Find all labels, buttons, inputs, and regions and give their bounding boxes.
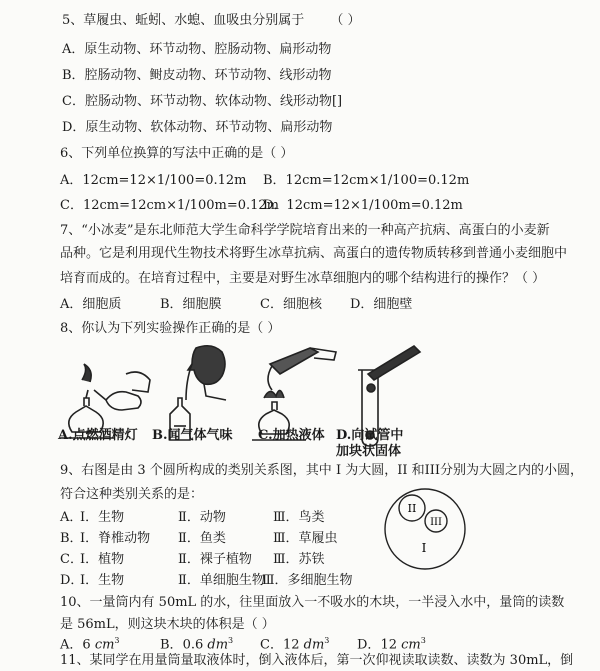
q9-row-a [60,506,380,524]
q10-option-a-unit: cm [94,637,115,653]
q9-row-a-letter: A． [60,510,83,525]
q10-option-a-prefix: A． [60,637,83,653]
q10-option-b [160,632,233,654]
q10-option-c [260,632,329,654]
q10-option-b-exp: 3 [228,636,234,645]
q9-line-1: 9、右图是由 3 个圆所构成的类别关系图，其中 I 为大圆，II 和III分别为大圆之内的小圆， [60,463,584,478]
q10-option-a-exp: 3 [114,636,120,645]
q10-option-a-num: 6 [82,637,91,653]
q5-option-a: A．原生动物、环节动物、腔肠动物、扁形动物 [62,42,332,57]
q7-line-2: 品种。它是利用现代生物技术将野生冰草抗病、高蛋白的遗传物质转移到普通小麦细胞中 [60,246,568,261]
q7-line-1: 7、“小冰麦”是东北师范大学生命科学学院培育出来的一种高产抗病、高蛋白的小麦新 [60,223,550,238]
q5-stem-text: 5、草履虫、蚯蚓、水螅、血吸虫分别属于 [62,13,305,28]
q9-line-2: 符合这种类别关系的是： [60,487,204,502]
q9-row-a-c2: Ⅱ．动物 [178,510,226,525]
circle-label-i: I [421,541,427,555]
q10-option-c-exp: 3 [324,636,330,645]
q9-row-a-c1: Ⅰ．生物 [80,510,125,525]
q9-row-a-c3: Ⅲ．鸟类 [273,510,325,525]
q9-row-b [60,527,380,545]
q10-option-a [60,632,120,654]
q5-option-b: B．腔肠动物、鲥皮动物、环节动物、线形动物 [62,68,332,83]
q10-option-c-prefix: C． [260,637,283,653]
q9-row-d-c3: Ⅲ．多细胞生物 [262,573,353,588]
q7-option-b: B．细胞膜 [160,297,222,312]
q5-answer-paren: （ ） [330,13,361,28]
q8-caption-d-line-1: D.向试管中 [336,428,404,443]
q6-stem: 6、下列单位换算的写法中正确的是（ ） [60,146,294,161]
q7-option-c: C．细胞核 [260,297,322,312]
q10-line-2: 是 56mL，则这块木块的体积是（ ） [60,617,275,632]
q9-row-b-c1: Ⅰ．脊椎动物 [80,531,151,546]
q10-option-c-unit: dm [303,637,325,653]
q5-option-d: D．原生动物、软体动物、环节动物、扁形动物 [62,120,333,135]
q5-option-c: C．腔肠动物、环节动物、软体动物、线形动物[] [62,94,343,109]
q10-option-b-prefix: B． [160,637,183,653]
q6-option-d: D．12cm=12×1/100m=0.12m [263,198,463,213]
q9-row-c [60,548,380,566]
q10-line-1: 10、一量筒内有 50mL 的水，往里面放入一不吸水的木块，一半浸入水中，量筒的读数 [60,595,565,610]
q5-stem [62,12,361,30]
q9-row-c-c1: Ⅰ．植物 [80,552,125,567]
q9-row-d-c2: Ⅱ．单细胞生物 [178,573,265,588]
q10-option-d-exp: 3 [420,636,426,645]
q6-option-a: A．12cm=12×1/100=0.12m [60,173,247,188]
q6-option-c: C．12cm=12cm×1/100m=0.12m [60,198,279,213]
q8-stem: 8、你认为下列实验操作正确的是（ ） [60,321,281,336]
q9-row-b-c3: Ⅲ．草履虫 [273,531,338,546]
q9-row-d [60,569,380,587]
category-circle-diagram [378,486,473,572]
q10-option-d [357,632,426,654]
q7-line-3: 培育而成的。在培育过程中，主要是对野生冰草细胞内的哪个结构进行的操作？（ ） [60,271,546,286]
q10-option-b-num: 0.6 [182,637,204,653]
q10-option-d-num: 12 [380,637,397,653]
circle-label-iii: III [430,517,442,528]
q9-row-b-letter: B． [60,531,83,546]
q9-row-d-c1: Ⅰ．生物 [80,573,125,588]
q9-row-c-c2: Ⅱ．裸子植物 [178,552,252,567]
circle-label-ii: II [407,502,417,515]
q9-row-d-letter: D． [60,573,84,588]
q9-row-c-c3: Ⅲ．苏铁 [273,552,325,567]
q10-option-c-num: 12 [282,637,300,653]
q8-caption-b: B.闻气体气味 [152,428,233,443]
circle-big [385,489,465,569]
q8-caption-a: A.点燃酒精灯 [58,428,138,443]
q10-option-b-unit: dm [207,637,229,653]
q9-row-c-letter: C． [60,552,83,567]
q8-caption-c: C.加热液体 [258,428,325,443]
q7-option-a: A．细胞质 [60,297,122,312]
q6-option-b: B．12cm=12cm×1/100=0.12m [263,173,470,188]
q8-caption-d-line-2: 加块状固体 [336,444,402,459]
q7-option-d: D．细胞壁 [350,297,413,312]
q10-option-d-unit: cm [401,637,421,653]
q11-stem: 11、某同学在用量筒量取液体时，倒入液体后，第一次仰视读取读数、读数为 30mL，倒 [60,653,574,668]
q10-option-d-prefix: D． [357,637,381,653]
q9-row-b-c2: Ⅱ．鱼类 [178,531,226,546]
